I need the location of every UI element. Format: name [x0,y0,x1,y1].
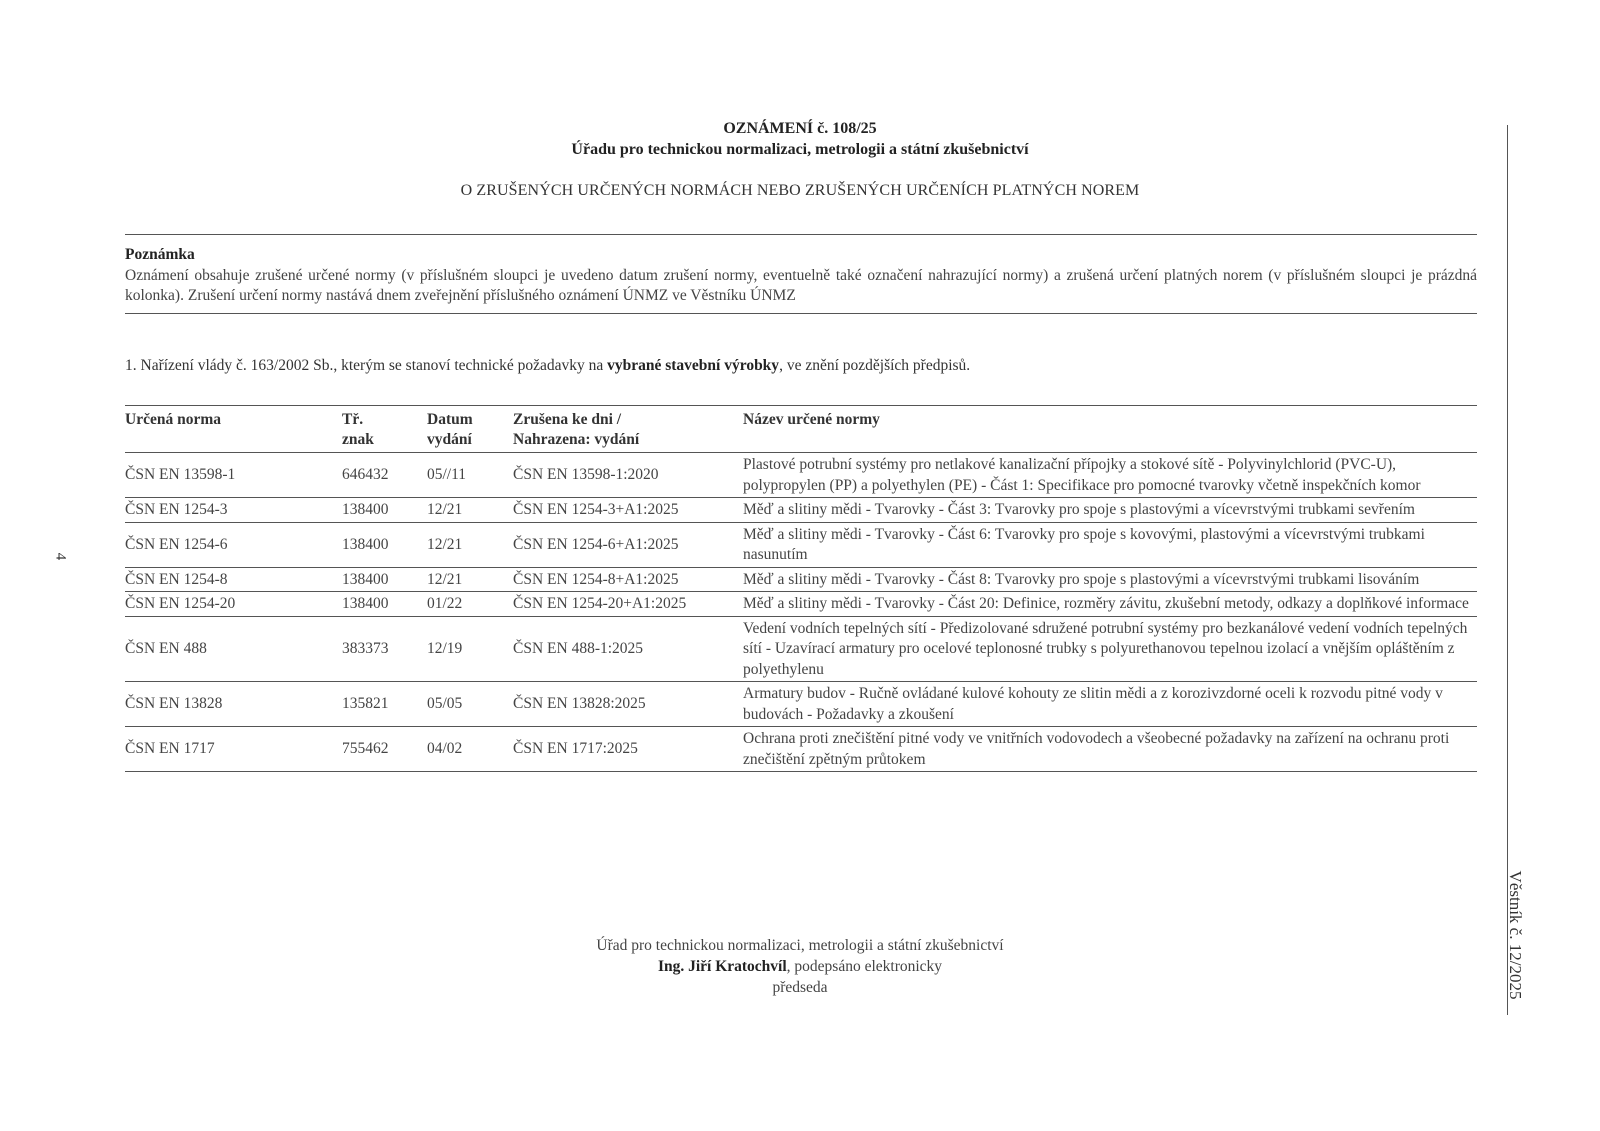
table-row [125,727,1477,772]
note-bottom-rule [125,313,1477,314]
cell-code: 138400 [342,592,427,617]
header-replacement [513,406,743,453]
notice-subtitle: Úřadu pro technickou normalizaci, metrologii a státní zkušebnictví [571,141,1029,158]
table-row [125,592,1477,617]
regulation-suffix: , ve znění pozdějších předpisů. [779,357,971,374]
cell-replacement: ČSN EN 1717:2025 [513,727,743,772]
cell-norm: ČSN EN 1254-6 [125,522,342,567]
regulation-prefix: 1. Nařízení vlády č. 163/2002 Sb., kterým se stanoví technické požadavky na [125,357,608,374]
signature-role: předseda [772,979,828,996]
table-row [125,498,1477,523]
header-repl-line2: Nahrazena: vydání [513,431,640,448]
cell-code: 138400 [342,522,427,567]
header-date-line2: vydání [427,431,472,448]
cell-replacement: ČSN EN 13828:2025 [513,682,743,727]
header-code-line1: Tř. [342,411,364,428]
header-norm: Určená norma [125,406,342,453]
regulation-bold: vybrané stavební výrobky [607,357,780,374]
note-section [125,245,1477,307]
cell-code: 135821 [342,682,427,727]
norms-table [125,405,1477,772]
cell-date: 12/19 [427,616,513,682]
cell-norm: ČSN EN 1254-3 [125,498,342,523]
cell-code: 138400 [342,498,427,523]
signature-office: Úřad pro technickou normalizaci, metrologii a státní zkušebnictví [596,937,1004,954]
signature-name: Ing. Jiří Kratochvíl [657,958,787,975]
table-row [125,682,1477,727]
cell-name: Měď a slitiny mědi - Tvarovky - Část 8: Tvarovky pro spoje s plastovými a vícevrstvými trubkami lisováním [743,567,1477,592]
cell-replacement: ČSN EN 1254-8+A1:2025 [513,567,743,592]
cell-norm: ČSN EN 13598-1 [125,453,342,498]
page-number: 4 [52,552,69,561]
cell-name: Měď a slitiny mědi - Tvarovky - Část 6: Tvarovky pro spoje s kovovými, plastovými a vícevrstvými trubkami nasunutím [743,522,1477,567]
table-header-row [125,406,1477,453]
note-text: Oznámení obsahuje zrušené určené normy (v příslušném sloupci je uvedeno datum zrušení normy, eventuelně také označení nahrazující normy) a zrušená určení platných norem (v příslušném sloupci je prázdná kolonka). Zrušení určení normy nastává dnem zveřejnění příslušného oznámení ÚNMZ ve Věstníku ÚNMZ [125,266,1477,304]
cell-norm: ČSN EN 1254-20 [125,592,342,617]
cell-date: 05//11 [427,453,513,498]
cell-name: Měď a slitiny mědi - Tvarovky - Část 20: Definice, rozměry závitu, zkušební metody, odkazy a doplňkové informace [743,592,1477,617]
cell-norm: ČSN EN 1717 [125,727,342,772]
cell-replacement: ČSN EN 13598-1:2020 [513,453,743,498]
signature-signed: , podepsáno elektronicky [786,958,943,975]
cell-date: 01/22 [427,592,513,617]
cell-replacement: ČSN EN 488-1:2025 [513,616,743,682]
cell-name: Vedení vodních tepelných sítí - Předizolované sdružené potrubní systémy pro bezkanálové vedení vodních tepelných sítí - Uzavírací armatury pro ocelové teplonosné trubky s polyurethanovou tepelnou izolací a vnějším opláštěním z polyethylenu [743,616,1477,682]
cell-name: Armatury budov - Ručně ovládané kulové kohouty ze slitin mědi a z korozivzdorné oceli k rozvodu pitné vody v budovách - Požadavky a zkoušení [743,682,1477,727]
cell-replacement: ČSN EN 1254-20+A1:2025 [513,592,743,617]
cell-code: 138400 [342,567,427,592]
cell-date: 04/02 [427,727,513,772]
cell-name: Plastové potrubní systémy pro netlakové kanalizační přípojky a stokové sítě - Polyvinylchlorid (PVC-U), polypropylen (PP) a polyethylen (PE) - Část 1: Specifikace pro pomocné tvarovky včetně inspekčních komor [743,453,1477,498]
header-date [427,406,513,453]
signature-block [0,935,1600,998]
regulation-heading [125,357,1477,375]
cell-name: Ochrana proti znečištění pitné vody ve vnitřních vodovodech a všeobecné požadavky na zařízení na ochranu proti znečištění zpětným průtokem [743,727,1477,772]
header-name: Název určené normy [743,406,1477,453]
header-repl-line1: Zrušena ke dni / [513,411,622,428]
header-code [342,406,427,453]
cell-date: 12/21 [427,522,513,567]
note-title: Poznámka [125,246,195,263]
cell-date: 05/05 [427,682,513,727]
cell-replacement: ČSN EN 1254-6+A1:2025 [513,522,743,567]
cell-norm: ČSN EN 488 [125,616,342,682]
cell-norm: ČSN EN 13828 [125,682,342,727]
cell-norm: ČSN EN 1254-8 [125,567,342,592]
cell-replacement: ČSN EN 1254-3+A1:2025 [513,498,743,523]
header-code-line2: znak [342,431,374,448]
cell-code: 383373 [342,616,427,682]
note-top-rule [125,234,1477,235]
signature-line [0,956,1600,977]
cell-code: 755462 [342,727,427,772]
cell-name: Měď a slitiny mědi - Tvarovky - Část 3: Tvarovky pro spoje s plastovými a vícevrstvými trubkami sevřením [743,498,1477,523]
cell-code: 646432 [342,453,427,498]
table-row [125,616,1477,682]
cell-date: 12/21 [427,498,513,523]
cell-date: 12/21 [427,567,513,592]
header-date-line1: Datum [427,411,473,428]
table-row [125,453,1477,498]
bulletin-label: Věstník č. 12/2025 [1506,870,1525,1000]
table-row [125,522,1477,567]
notice-topic: O ZRUŠENÝCH URČENÝCH NORMÁCH NEBO ZRUŠENÝCH URČENÍCH PLATNÝCH NOREM [460,182,1140,199]
table-row [125,567,1477,592]
notice-title: OZNÁMENÍ č. 108/25 [723,120,877,137]
